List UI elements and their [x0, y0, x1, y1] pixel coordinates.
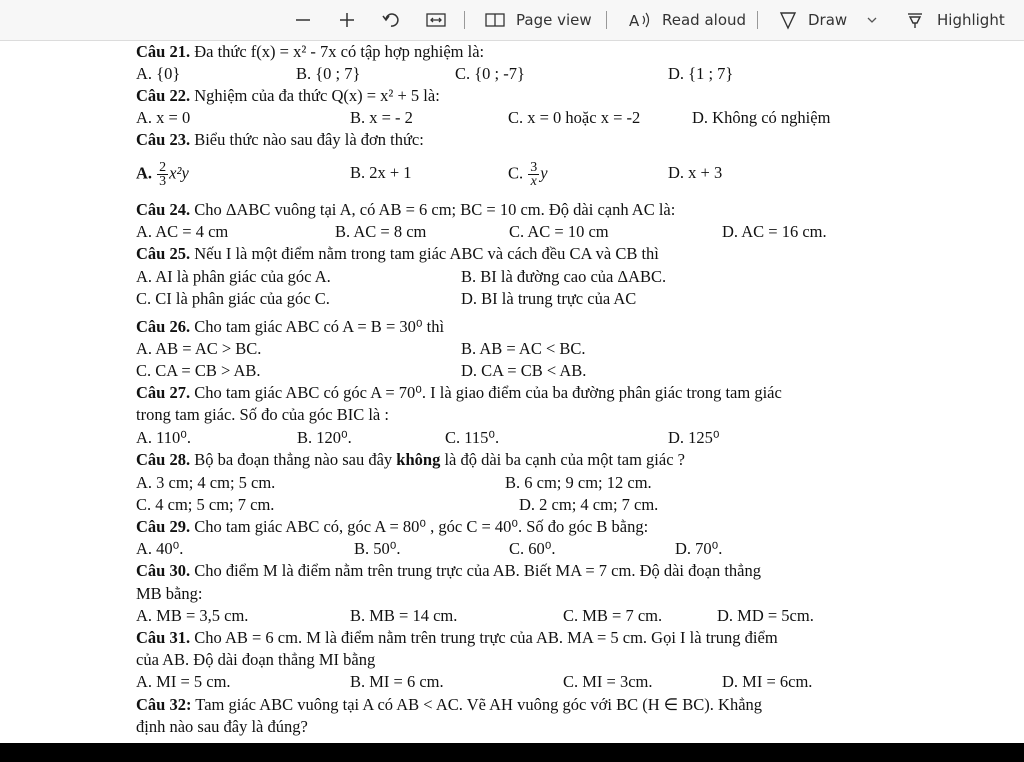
question-22: Câu 22. Nghiệm của đa thức Q(x) = x² + 5 là: [136, 86, 440, 105]
highlight-button[interactable] [905, 0, 1005, 40]
q21-option-c: C. {0 ; -7} [455, 64, 525, 83]
svg-text:A: A [629, 12, 640, 30]
question-26: Câu 26. Cho tam giác ABC có A = B = 30⁰ thì [136, 317, 445, 336]
q25-option-c: C. CI là phân giác của góc C. [136, 289, 330, 308]
q27-option-b: B. 120⁰. [297, 428, 352, 447]
pdf-toolbar [0, 0, 1024, 41]
q27-option-c: C. 115⁰. [445, 428, 500, 447]
q29-option-c: C. 60⁰. [509, 539, 556, 558]
rotate-button[interactable] [381, 0, 401, 40]
question-32-continued: định nào sau đây là đúng? [136, 717, 308, 736]
q22-option-c: C. x = 0 hoặc x = -2 [508, 108, 641, 127]
q30-option-a: A. MB = 3,5 cm. [136, 606, 249, 625]
q31-option-a: A. MI = 5 cm. [136, 672, 231, 691]
document-page [0, 41, 1024, 743]
question-21: Câu 21. Đa thức f(x) = x² - 7x có tập hợp nghiệm là: [136, 42, 485, 61]
q23-option-c: C. $\frac{3}{x}y$ [508, 160, 548, 189]
q21-option-a: A. {0} [136, 64, 181, 83]
question-25: Câu 25. Nếu I là một điểm nằm trong tam giác ABC và cách đều CA và CB thì [136, 244, 659, 263]
question-31-continued: của AB. Độ dài đoạn thẳng MI bằng [136, 650, 376, 669]
q26-option-c: C. CA = CB > AB. [136, 361, 261, 380]
minus-icon [293, 10, 313, 30]
q24-option-a: A. AC = 4 cm [136, 222, 229, 241]
rotate-icon [381, 10, 401, 30]
zoom-out-button[interactable] [293, 0, 313, 40]
viewer-bottom-edge [0, 743, 1024, 762]
q25-option-b: B. BI là đường cao của ΔABC. [461, 267, 667, 286]
q31-option-b: B. MI = 6 cm. [350, 672, 444, 691]
q25-option-a: A. AI là phân giác của góc A. [136, 267, 331, 286]
q24-option-c: C. AC = 10 cm [509, 222, 609, 241]
q28-option-c: C. 4 cm; 5 cm; 7 cm. [136, 495, 275, 514]
draw-options-dropdown[interactable] [866, 0, 878, 40]
q28-option-a: A. 3 cm; 4 cm; 5 cm. [136, 473, 276, 492]
toolbar-divider [464, 11, 465, 29]
q22-option-d: D. Không có nghiệm [692, 108, 831, 127]
question-32: Câu 32: Tam giác ABC vuông tại A có AB < AC. Vẽ AH vuông góc với BC (H ∈ BC). Khẳng [136, 695, 763, 714]
plus-icon [337, 10, 357, 30]
page-view-button[interactable] [484, 0, 592, 40]
q29-option-b: B. 50⁰. [354, 539, 401, 558]
q25-option-d: D. BI là trung trực của AC [461, 289, 637, 308]
draw-label: Draw [808, 11, 848, 29]
chevron-down-icon [866, 14, 878, 26]
question-24: Câu 24. Cho ΔABC vuông tại A, có AB = 6 cm; BC = 10 cm. Độ dài cạnh AC là: [136, 200, 676, 219]
q28-option-d: D. 2 cm; 4 cm; 7 cm. [519, 495, 659, 514]
q24-option-b: B. AC = 8 cm [335, 222, 427, 241]
read-aloud-button[interactable] [628, 0, 746, 40]
q31-option-c: C. MI = 3cm. [563, 672, 653, 691]
highlight-label: Highlight [937, 11, 1005, 29]
draw-button[interactable] [778, 0, 847, 40]
question-23: Câu 23. Biểu thức nào sau đây là đơn thức: [136, 130, 424, 149]
q26-option-a: A. AB = AC > BC. [136, 339, 262, 358]
q21-option-b: B. {0 ; 7} [296, 64, 361, 83]
q24-option-d: D. AC = 16 cm. [722, 222, 827, 241]
highlighter-icon [905, 10, 925, 30]
q28-option-b: B. 6 cm; 9 cm; 12 cm. [505, 473, 652, 492]
read-aloud-label: Read aloud [662, 11, 747, 29]
q29-option-a: A. 40⁰. [136, 539, 184, 558]
fit-width-button[interactable] [425, 0, 447, 40]
read-aloud-icon [628, 10, 652, 30]
question-31: Câu 31. Cho AB = 6 cm. M là điểm nằm trên trung trực của AB. MA = 5 cm. Gọi I là trung điểm [136, 628, 778, 647]
q26-option-b: B. AB = AC < BC. [461, 339, 586, 358]
q27-option-d: D. 125⁰ [668, 428, 720, 447]
q23-option-b: B. 2x + 1 [350, 163, 412, 182]
question-30-continued: MB bằng: [136, 584, 203, 603]
page-view-label: Page view [516, 11, 592, 29]
question-27: Câu 27. Cho tam giác ABC có góc A = 70⁰. I là giao điểm của ba đường phân giác trong tam giác [136, 383, 782, 402]
q30-option-d: D. MD = 5cm. [717, 606, 814, 625]
q30-option-c: C. MB = 7 cm. [563, 606, 663, 625]
q26-option-d: D. CA = CB < AB. [461, 361, 587, 380]
q23-option-a: A. $\frac{2}{3}$ x²y [136, 160, 189, 189]
q22-option-a: A. x = 0 [136, 108, 191, 127]
q22-option-b: B. x = - 2 [350, 108, 413, 127]
question-30: Câu 30. Cho điểm M là điểm nằm trên trung trực của AB. Biết MA = 7 cm. Độ dài đoạn thẳng [136, 561, 761, 580]
q27-option-a: A. 110⁰. [136, 428, 192, 447]
q21-option-d: D. {1 ; 7} [668, 64, 734, 83]
toolbar-divider [606, 11, 607, 29]
q31-option-d: D. MI = 6cm. [722, 672, 813, 691]
q30-option-b: B. MB = 14 cm. [350, 606, 458, 625]
question-27-continued: trong tam giác. Số đo của góc BIC là : [136, 405, 389, 424]
question-28: Câu 28. Bộ ba đoạn thẳng nào sau đây không là độ dài ba cạnh của một tam giác ? [136, 450, 685, 469]
page-view-icon [484, 10, 506, 30]
pen-icon [778, 10, 798, 30]
zoom-in-button[interactable] [337, 0, 357, 40]
q29-option-d: D. 70⁰. [675, 539, 723, 558]
question-29: Câu 29. Cho tam giác ABC có, góc A = 80⁰ , góc C = 40⁰. Số đo góc B bằng: [136, 517, 649, 536]
fit-width-icon [425, 10, 447, 30]
toolbar-divider [757, 11, 758, 29]
q23-option-d: D. x + 3 [668, 163, 723, 182]
